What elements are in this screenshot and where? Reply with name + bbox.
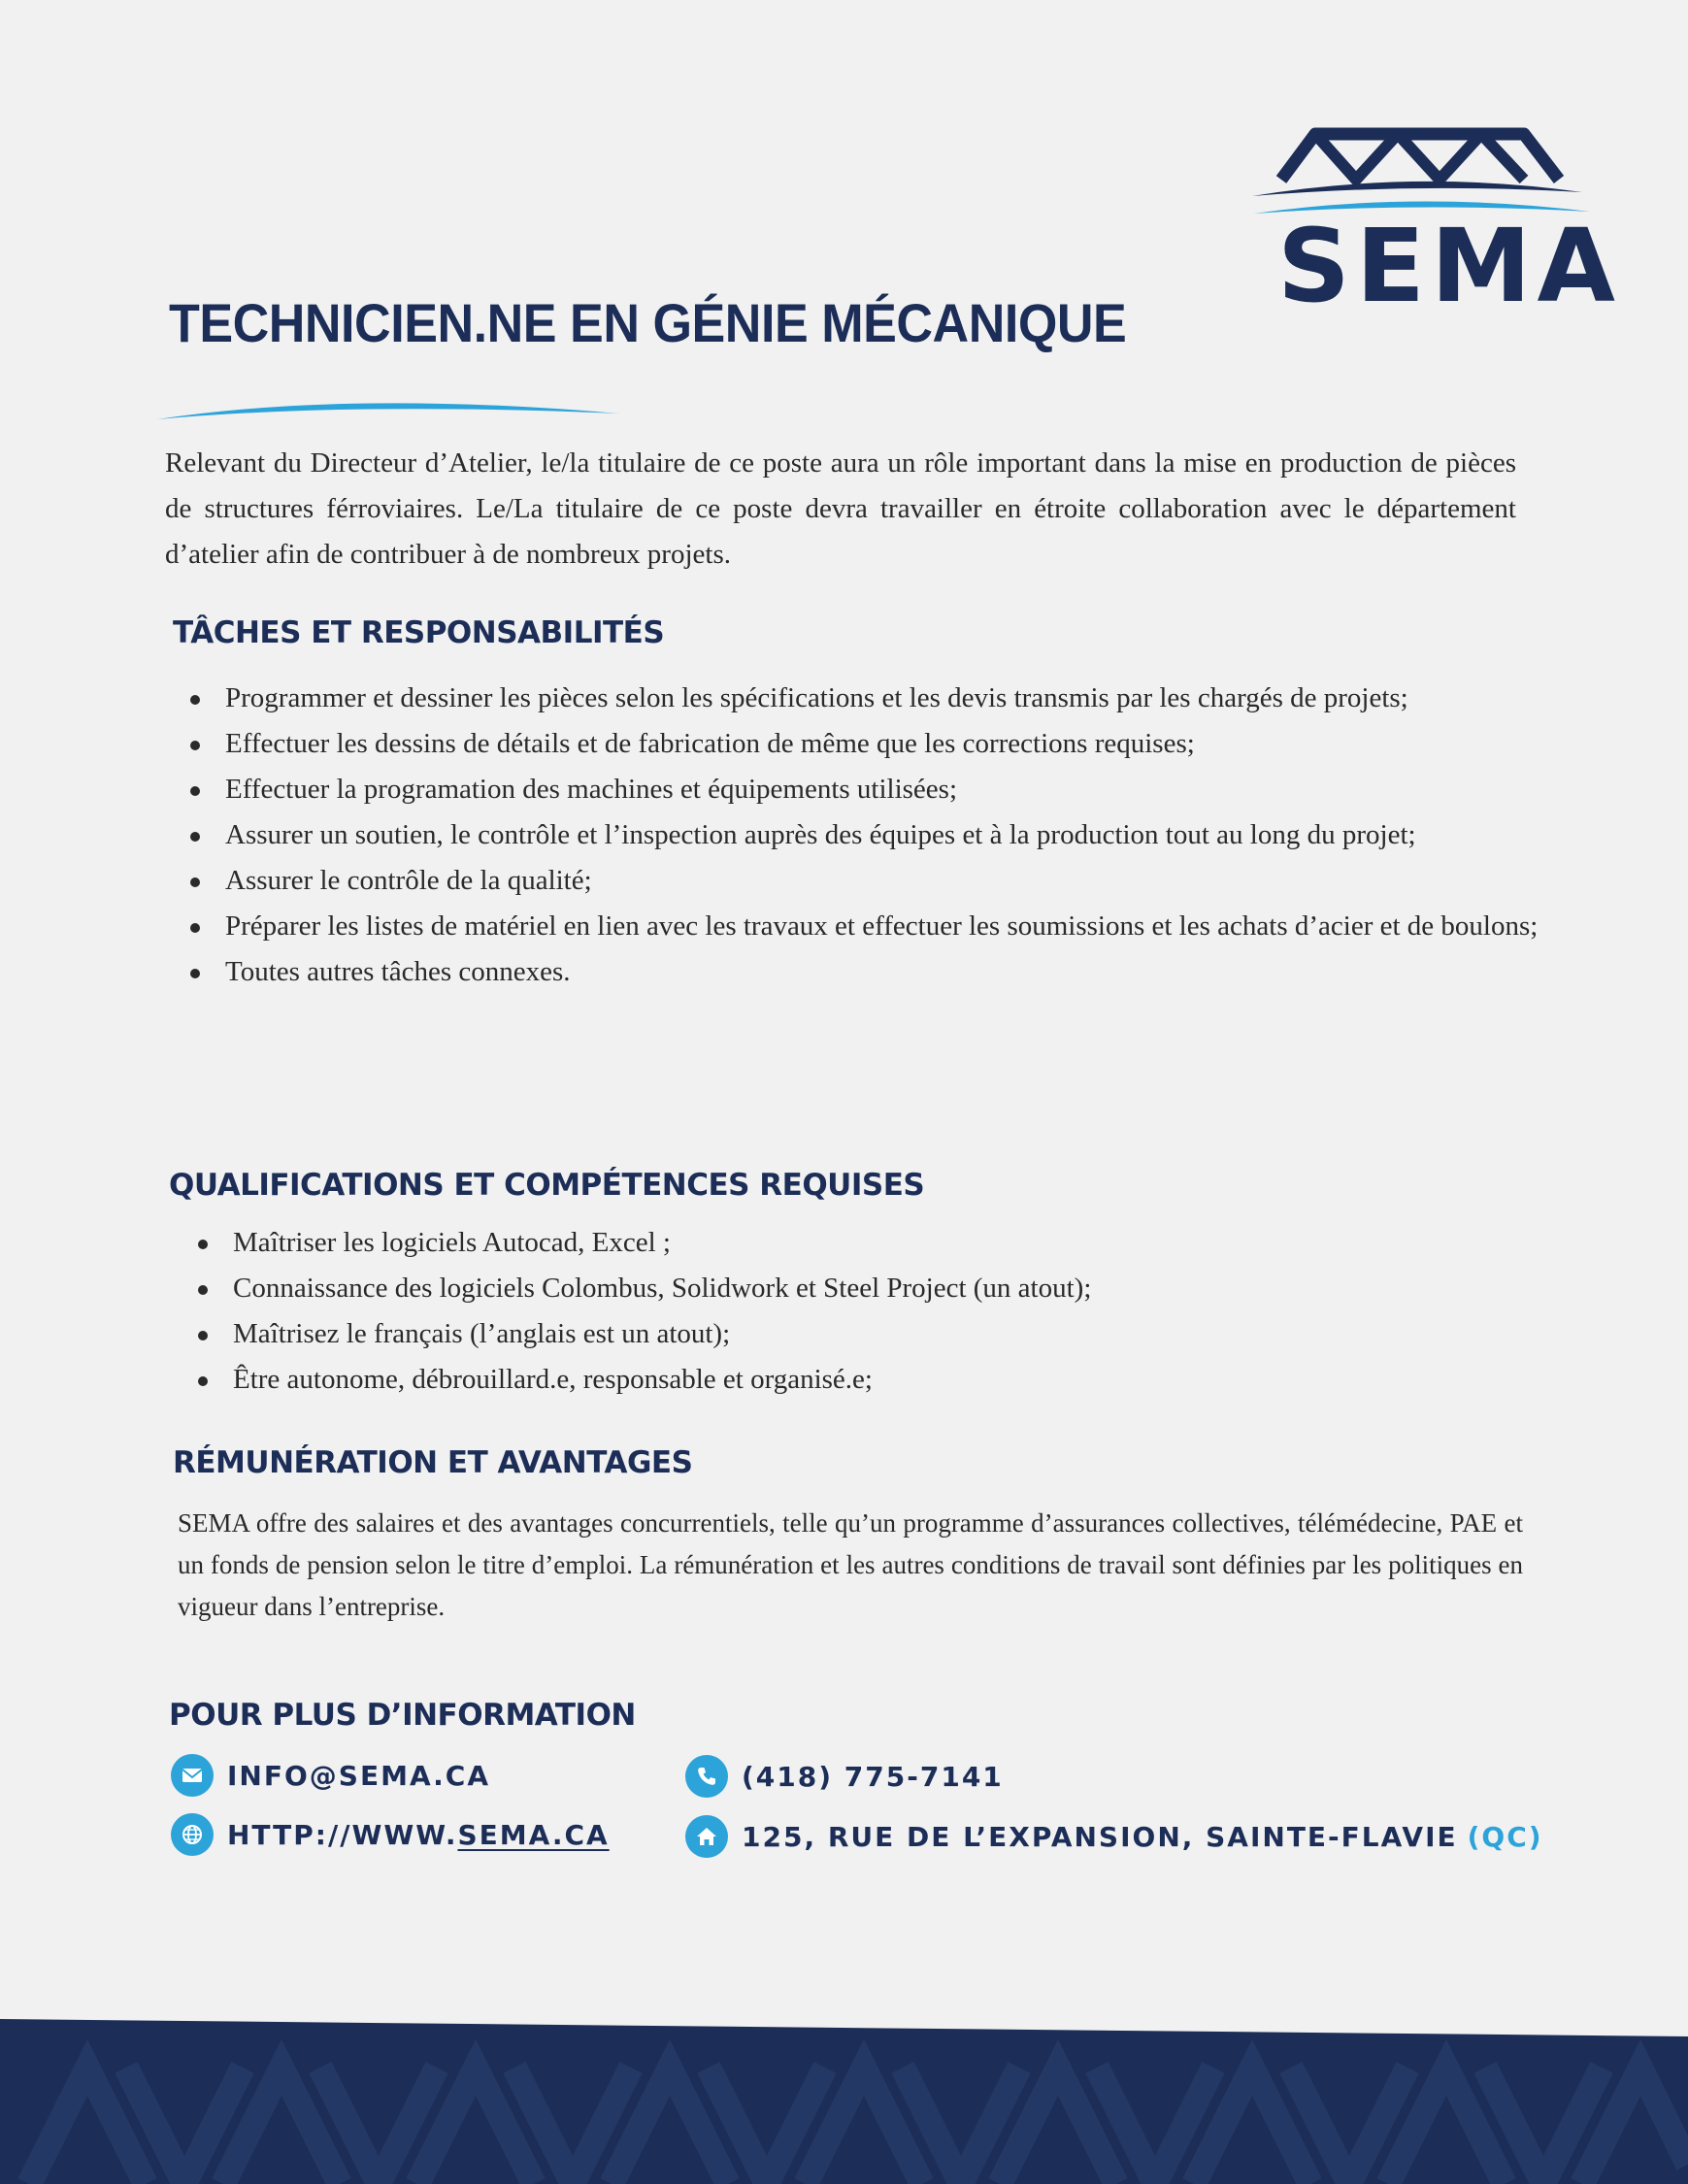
remuneration-paragraph: SEMA offre des salaires et des avantages concurrentiels, telle qu’un programme d’assurances collectives, télémédecine, PAE et un fonds de pension selon le titre d’emploi. La rémunération et les autres conditions de travail sont définies par les politiques en vigueur dans l’entreprise. <box>178 1508 1523 1621</box>
logo-wordmark: SEMA <box>1277 207 1621 325</box>
footer-band <box>0 2009 1688 2184</box>
list-item: Assurer le contrôle de la qualité; <box>165 858 1565 904</box>
phone-text: (418) 775-7141 <box>742 1760 1004 1793</box>
bullet-icon <box>190 695 200 705</box>
website-text: HTTP://WWW.SEMA.CA <box>227 1818 610 1851</box>
bullet-icon <box>190 877 200 887</box>
list-item: Préparer les listes de matériel en lien avec les travaux et effectuer les soumissions et les achats d’acier et de boulons; <box>165 904 1565 949</box>
list-item: Assurer un soutien, le contrôle et l’inspection auprès des équipes et à la production tout au long du projet; <box>165 812 1565 858</box>
list-item: Effectuer la programation des machines et équipements utilisées; <box>165 767 1565 812</box>
list-item: Maîtriser les logiciels Autocad, Excel ; <box>173 1220 1338 1266</box>
bullet-icon <box>198 1240 208 1249</box>
tasks-heading: TÂCHES ET RESPONSABILITÉS <box>173 615 665 650</box>
sema-logo <box>1242 126 1621 325</box>
remuneration-heading: RÉMUNÉRATION ET AVANTAGES <box>173 1445 693 1480</box>
email-text: INFO@SEMA.CA <box>227 1759 490 1792</box>
globe-icon <box>171 1813 214 1856</box>
tasks-list <box>165 676 1565 995</box>
list-item: Être autonome, débrouillard.e, responsable et organisé.e; <box>173 1357 1338 1403</box>
list-item: Toutes autres tâches connexes. <box>165 949 1565 995</box>
bullet-icon <box>198 1331 208 1340</box>
bullet-icon <box>198 1376 208 1386</box>
qualifications-list <box>173 1220 1338 1403</box>
contact-website[interactable] <box>171 1813 610 1856</box>
list-item: Programmer et dessiner les pièces selon les spécifications et les devis transmis par les chargés de projets; <box>165 676 1565 721</box>
contact-email[interactable] <box>171 1754 490 1797</box>
title-underline-swoosh <box>155 396 621 421</box>
intro-paragraph: Relevant du Directeur d’Atelier, le/la titulaire de ce poste aura un rôle important dans la mise en production de pièces de structures férroviaires. Le/La titulaire de ce poste devra travailler en étroite collaboration avec le département d’atelier afin de contribuer à de nombreux projets. <box>165 447 1516 570</box>
list-item: Maîtrisez le français (l’anglais est un atout); <box>173 1311 1338 1357</box>
job-title: TECHNICIEN.NE EN GÉNIE MÉCANIQUE <box>169 292 1127 353</box>
bullet-icon <box>190 786 200 796</box>
bullet-icon <box>190 923 200 933</box>
qualifications-heading: QUALIFICATIONS ET COMPÉTENCES REQUISES <box>169 1168 925 1203</box>
address-text: 125, RUE DE L’EXPANSION, SAINTE-FLAVIE (QC) <box>742 1820 1543 1853</box>
list-item: Effectuer les dessins de détails et de fabrication de même que les corrections requises; <box>165 721 1565 767</box>
bullet-icon <box>190 969 200 978</box>
list-item: Connaissance des logiciels Colombus, Solidwork et Steel Project (un atout); <box>173 1266 1338 1311</box>
contact-phone[interactable] <box>685 1755 1004 1798</box>
bullet-icon <box>190 741 200 750</box>
phone-icon <box>685 1755 728 1798</box>
email-icon <box>171 1754 214 1797</box>
contact-heading: POUR PLUS D’INFORMATION <box>169 1698 636 1733</box>
home-icon <box>685 1815 728 1858</box>
contact-address <box>685 1815 1543 1858</box>
bullet-icon <box>198 1285 208 1295</box>
bullet-icon <box>190 832 200 842</box>
